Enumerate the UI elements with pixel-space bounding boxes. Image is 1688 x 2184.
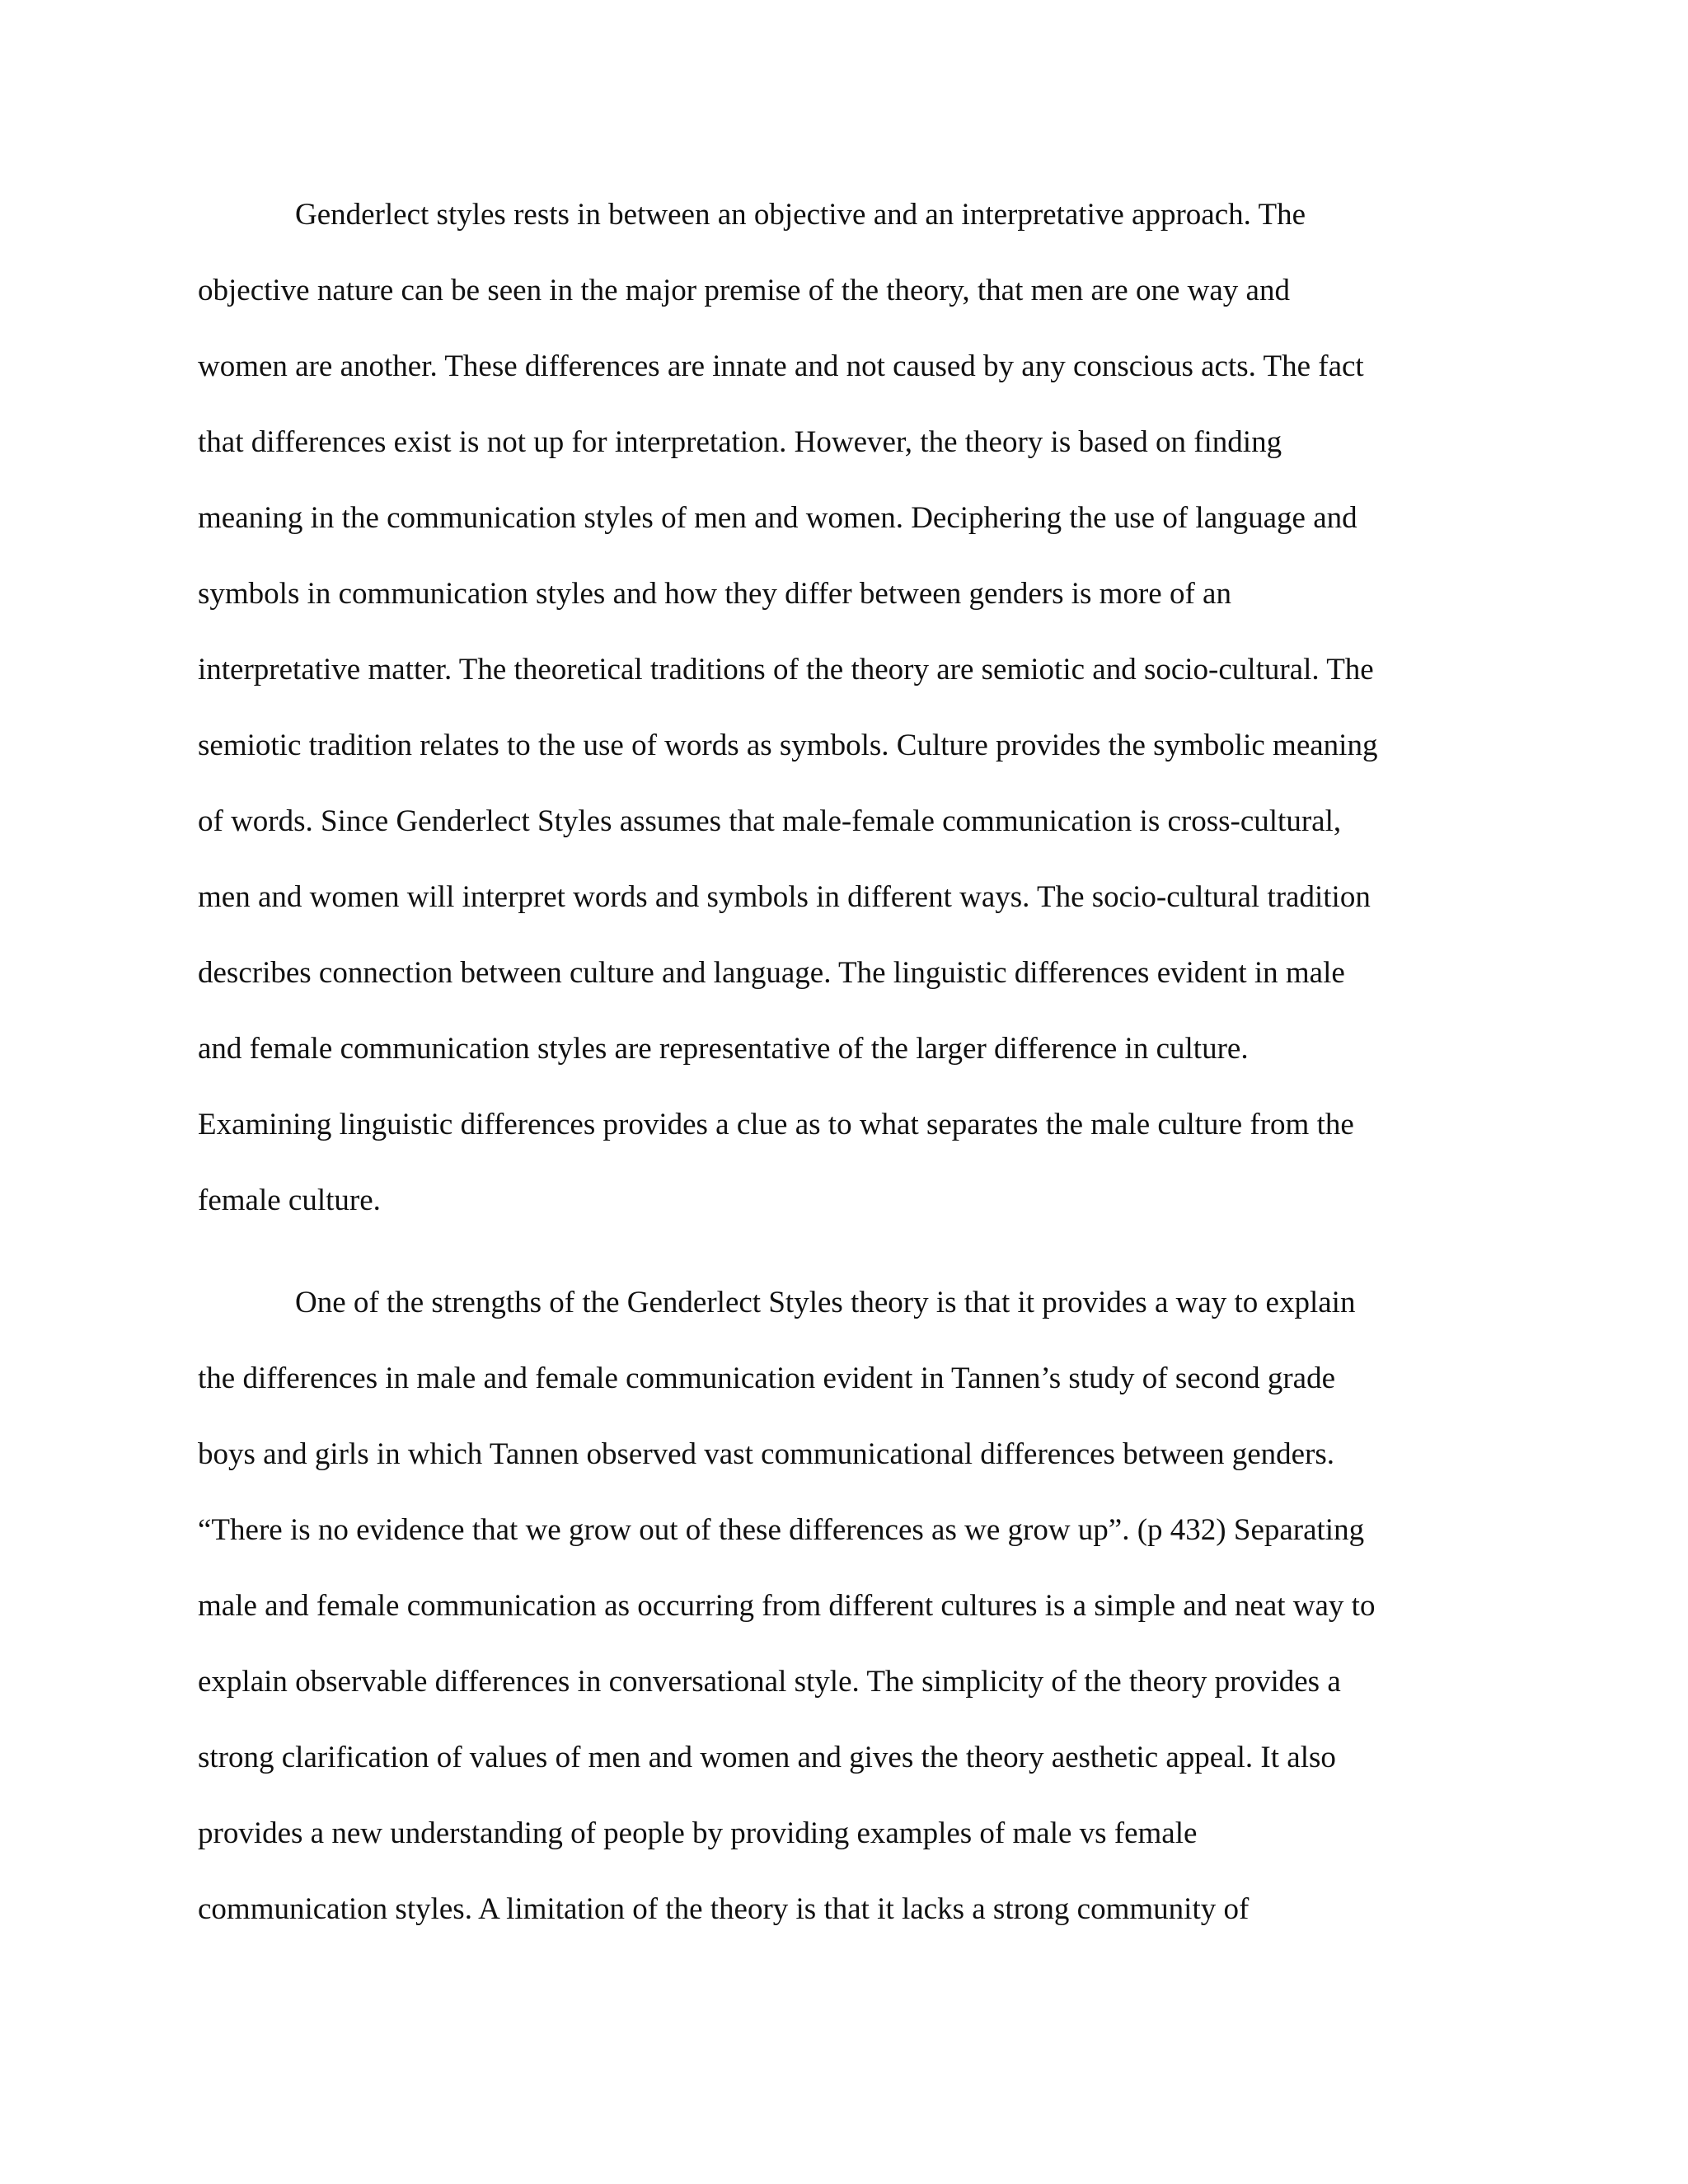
paragraph-2-line-4: “There is no evidence that we grow out of these differences as we grow up”. (p 432) Separating bbox=[198, 1513, 1365, 1547]
paragraph-1-line-2: objective nature can be seen in the major premise of the theory, that men are one way and bbox=[198, 274, 1290, 307]
paragraph-2-line-2: the differences in male and female communication evident in Tannen’s study of second grade bbox=[198, 1361, 1336, 1395]
paragraph-1-line-11: describes connection between culture and language. The linguistic differences evident in male bbox=[198, 956, 1345, 990]
paragraph-1-line-13: Examining linguistic differences provides a clue as to what separates the male culture from the bbox=[198, 1108, 1354, 1141]
paragraph-1-line-8: semiotic tradition relates to the use of words as symbols. Culture provides the symbolic meaning bbox=[198, 729, 1378, 762]
paragraph-1-line-14: female culture. bbox=[198, 1183, 381, 1217]
paragraph-1-line-10: men and women will interpret words and symbols in different ways. The socio-cultural tradition bbox=[198, 880, 1371, 914]
paragraph-2-line-8: provides a new understanding of people by providing examples of male vs female bbox=[198, 1816, 1198, 1850]
paragraph-2-line-5: male and female communication as occurring from different cultures is a simple and neat way to bbox=[198, 1589, 1376, 1623]
paragraph-1-line-9: of words. Since Genderlect Styles assumes that male-female communication is cross-cultural, bbox=[198, 804, 1342, 838]
paragraph-2-line-7: strong clarification of values of men and women and gives the theory aesthetic appeal. It also bbox=[198, 1741, 1336, 1774]
paragraph-2-line-1: One of the strengths of the Genderlect Styles theory is that it provides a way to explain bbox=[295, 1286, 1356, 1319]
paragraph-1-line-4: that differences exist is not up for interpretation. However, the theory is based on finding bbox=[198, 425, 1282, 459]
paragraph-2-line-3: boys and girls in which Tannen observed vast communicational differences between genders. bbox=[198, 1437, 1335, 1471]
paragraph-1-line-7: interpretative matter. The theoretical traditions of the theory are semiotic and socio-cultural. The bbox=[198, 653, 1374, 687]
paragraph-1-line-3: women are another. These differences are innate and not caused by any conscious acts. The fact bbox=[198, 349, 1364, 383]
paragraph-1-line-6: symbols in communication styles and how they differ between genders is more of an bbox=[198, 577, 1231, 611]
paragraph-2-line-6: explain observable differences in conversational style. The simplicity of the theory provides a bbox=[198, 1665, 1341, 1699]
paragraph-1-line-5: meaning in the communication styles of men and women. Deciphering the use of language and bbox=[198, 501, 1357, 535]
paragraph-2-line-9: communication styles. A limitation of the theory is that it lacks a strong community of bbox=[198, 1892, 1250, 1926]
paragraph-1-line-1: Genderlect styles rests in between an objective and an interpretative approach. The bbox=[295, 198, 1306, 232]
paragraph-1-line-12: and female communication styles are representative of the larger difference in culture. bbox=[198, 1032, 1249, 1066]
